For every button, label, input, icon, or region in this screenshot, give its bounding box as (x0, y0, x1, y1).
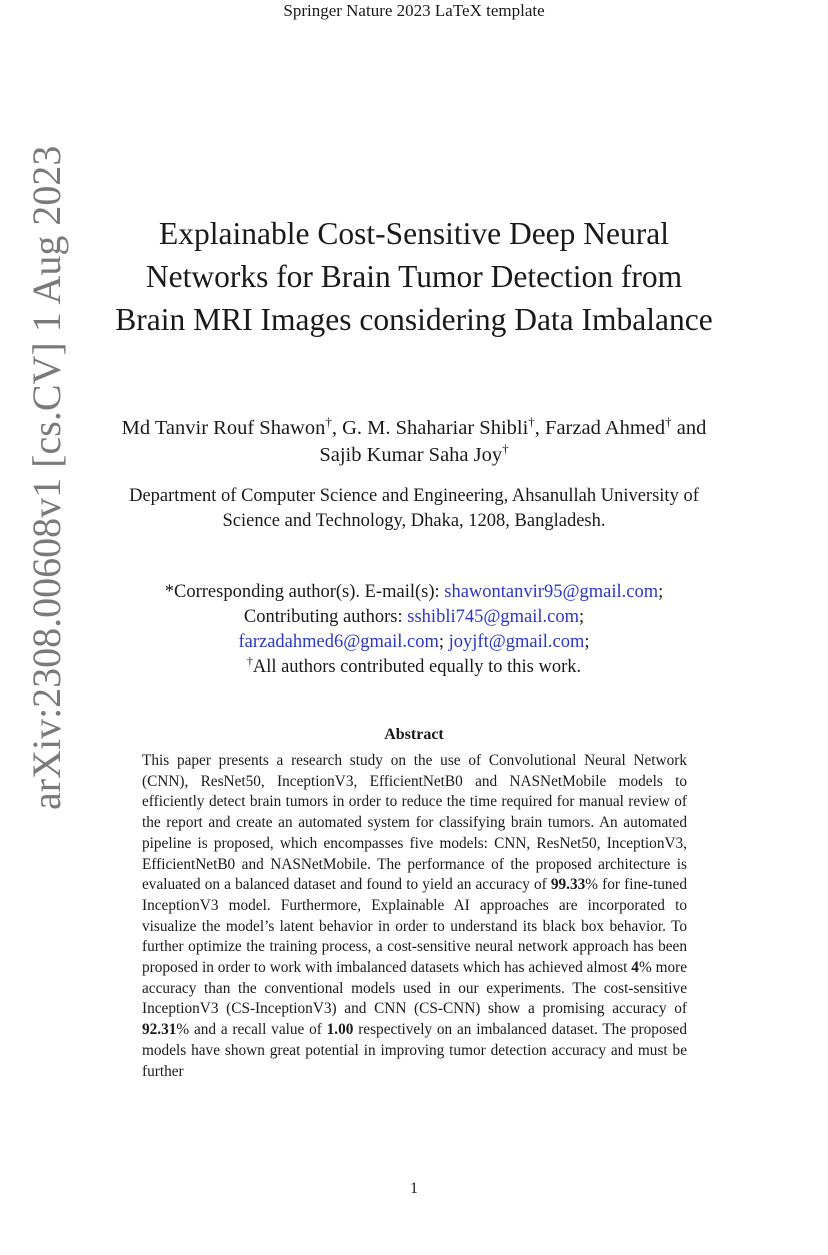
arxiv-identifier-text: arXiv:2308.00608v1 [cs.CV] 1 Aug 2023 (24, 145, 69, 810)
author-name: Md Tanvir Rouf Shawon (121, 417, 326, 439)
author-name: G. M. Shahariar Shibli (342, 417, 529, 439)
corresponding-author-label: *Corresponding author(s). E-mail(s): (164, 582, 440, 602)
paper-title: Explainable Cost-Sensitive Deep Neural Networks for Brain Tumor Detection from Brain MRI Images considering Data Imbalance (115, 216, 713, 337)
contact-block (100, 580, 728, 680)
equal-contribution-text: All authors contributed equally to this work. (252, 657, 582, 677)
corresponding-author-line: *Corresponding author(s). E-mail(s): shawontanvir95@gmail.com; (164, 582, 664, 602)
abstract-body (142, 751, 687, 1082)
equal-contribution-mark: † (246, 654, 253, 668)
author-name: Sajib Kumar Saha Joy (319, 444, 503, 466)
affiliation: Department of Computer Science and Engineering, Ahsanullah University of Science and Technology, Dhaka, 1208, Bangladesh. (129, 486, 699, 531)
equal-contribution-note (100, 655, 728, 680)
contributing-authors-line: Contributing authors: sshibli745@gmail.com; (243, 607, 585, 627)
abstract-highlight-value: 92.31 (142, 1021, 177, 1039)
abstract-text: % more accuracy than the conventional models used in our experiments. The cost-sensitive InceptionV3 (CS-InceptionV3) and CNN (CS-CNN) show a promising accuracy of (142, 959, 687, 1018)
abstract-text: This paper presents a research study on the use of Convolutional Neural Network (CNN), ResNet50, InceptionV3, EfficientNetB0 and NASNetMobile models to efficiently detect brain tumors in order to reduce the time required for manual review of the report and create an automated system for classifying brain tumors. An automated pipeline is proposed, which encompasses five models: CNN, ResNet50, InceptionV3, EfficientNetB0 and NASNetMobile. The performance of the proposed architecture is evaluated on a balanced dataset and found to yield an accuracy of (142, 752, 687, 894)
equal-contribution-mark: † (665, 414, 672, 429)
corresponding-email-link[interactable]: shawontanvir95@gmail.com (444, 582, 659, 602)
abstract-text: % for fine-tuned InceptionV3 model. Furthermore, Explainable AI approaches are incorporated to visualize the model’s latent behavior in order to understand its black box behavior. To further optimize the training process, a cost-sensitive neural network approach has been proposed in order to work with imbalanced datasets which has achieved almost (142, 876, 687, 977)
author-name: Farzad Ahmed (545, 417, 666, 439)
equal-contribution-mark: † (325, 414, 332, 429)
running-head: Springer Nature 2023 LaTeX template (283, 1, 545, 20)
abstract-highlight-value: 1.00 (326, 1021, 354, 1039)
abstract-heading: Abstract (384, 726, 444, 743)
abstract-highlight-value: 4 (631, 959, 639, 977)
arxiv-identifier-stamp (22, 145, 72, 810)
author-list: Md Tanvir Rouf Shawon†, G. M. Shahariar Shibli†, Farzad Ahmed† and Sajib Kumar Saha Joy† (121, 414, 707, 466)
contributing-authors-line: farzadahmed6@gmail.com; joyjft@gmail.com; (238, 632, 590, 652)
authors-conjunction: and (676, 417, 707, 439)
contributing-email-link[interactable]: farzadahmed6@gmail.com (238, 632, 439, 652)
equal-contribution-mark: † (528, 414, 535, 429)
contributing-authors-label: Contributing authors: (243, 607, 403, 627)
abstract-highlight-value: 99.33 (550, 876, 586, 894)
abstract-text: % and a recall value of (176, 1021, 327, 1039)
page-number: 1 (410, 1180, 418, 1197)
contributing-email-link[interactable]: joyjft@gmail.com (448, 632, 585, 652)
equal-contribution-mark: † (502, 441, 509, 456)
contributing-email-link[interactable]: sshibli745@gmail.com (407, 607, 579, 627)
abstract-text: respectively on an imbalanced dataset. The proposed models have shown great potential in improving tumor detection accuracy and must be further (142, 1021, 687, 1080)
